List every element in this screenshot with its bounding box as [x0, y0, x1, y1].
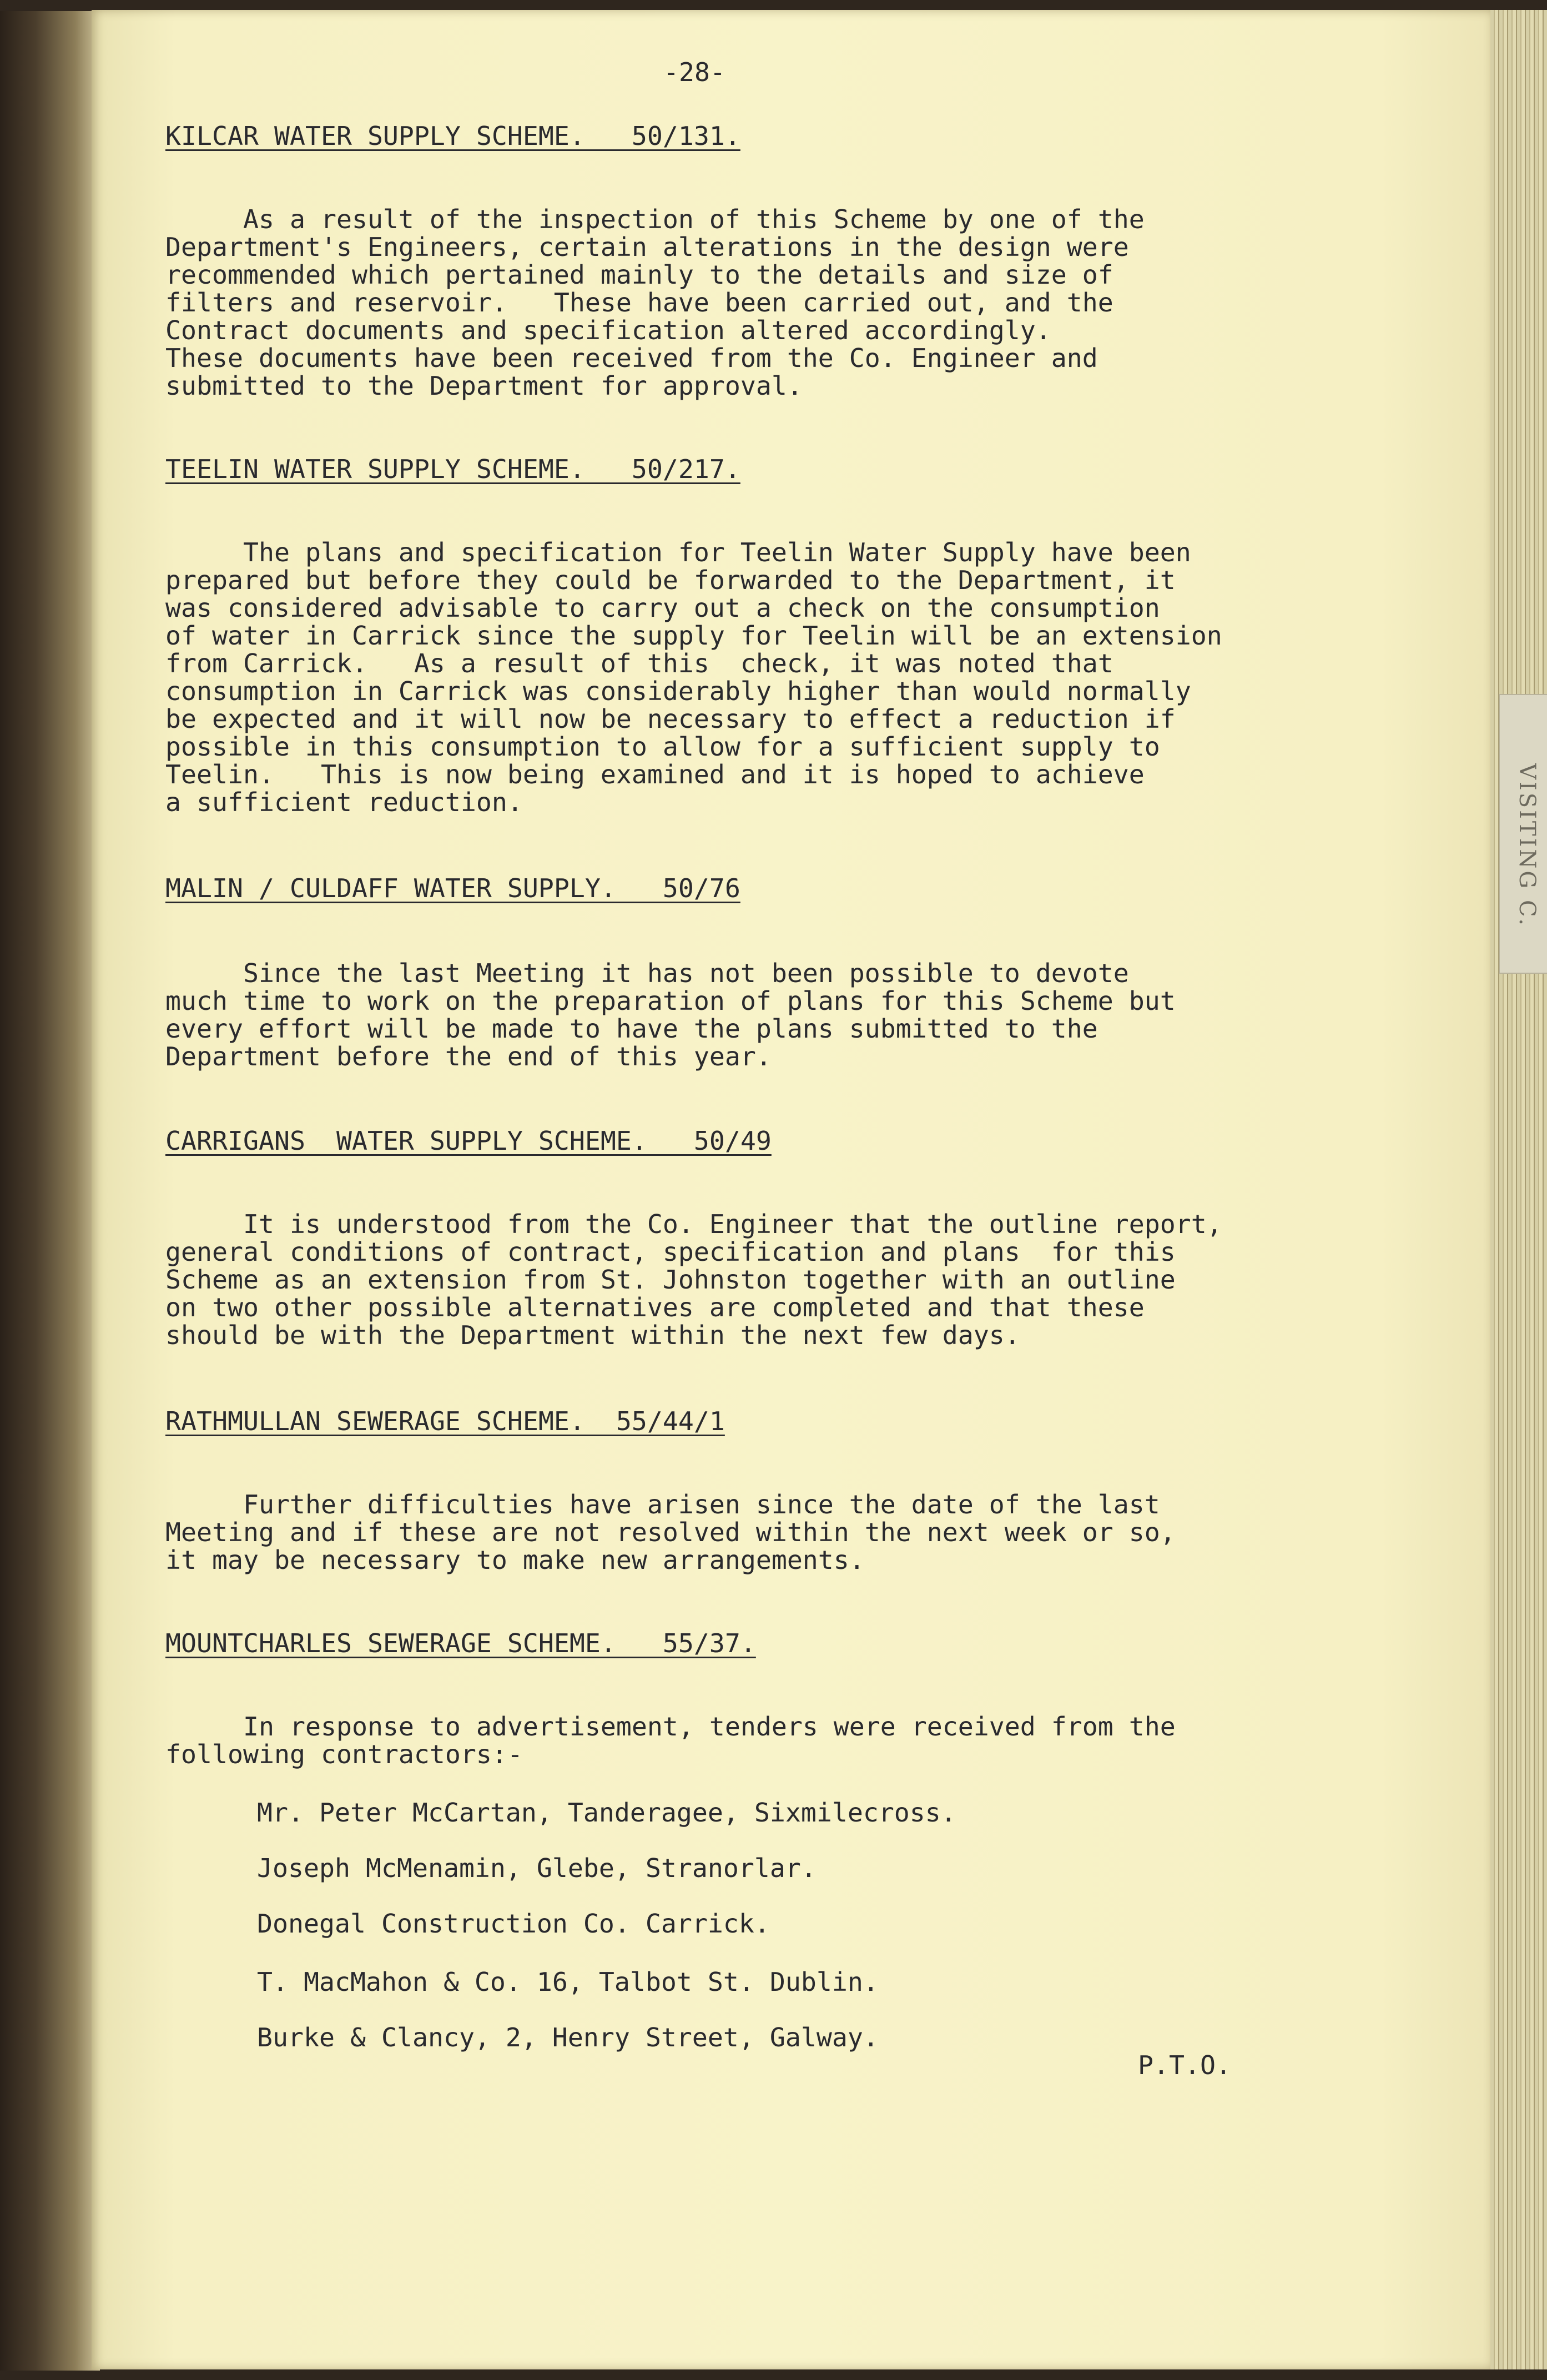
- page-edges: [1490, 10, 1547, 2369]
- section-line: from Carrick. As a result of this check, it was noted that: [165, 648, 1113, 678]
- section-line: possible in this consumption to allow for a sufficient supply to: [165, 732, 1160, 762]
- section-heading-mountcharles: MOUNTCHARLES SEWERAGE SCHEME. 55/37.: [165, 1628, 756, 1658]
- section-line: prepared but before they could be forwarded to the Department, it: [165, 565, 1176, 595]
- section-line: The plans and specification for Teelin Water Supply have been: [165, 537, 1191, 567]
- section-line: consumption in Carrick was considerably higher than would normally: [165, 676, 1191, 706]
- please-turn-over: P.T.O.: [1138, 2050, 1231, 2080]
- book-gutter: [0, 11, 100, 2371]
- contractor-item: Joseph McMenamin, Glebe, Stranorlar.: [257, 1853, 817, 1883]
- section-line: recommended which pertained mainly to the details and size of: [165, 260, 1113, 290]
- section-line: filters and reservoir. These have been carried out, and the: [165, 288, 1113, 318]
- section-line: on two other possible alternatives are completed and that these: [165, 1292, 1145, 1322]
- section-line: Further difficulties have arisen since the date of the last: [165, 1490, 1160, 1519]
- section-line: It is understood from the Co. Engineer that the outline report,: [165, 1209, 1222, 1239]
- section-line: Scheme as an extension from St. Johnston together with an outline: [165, 1265, 1176, 1295]
- contractor-item: Donegal Construction Co. Carrick.: [257, 1909, 770, 1939]
- section-line: Contract documents and specification altered accordingly.: [165, 315, 1051, 345]
- contractor-item: Mr. Peter McCartan, Tanderagee, Sixmilecross.: [257, 1798, 956, 1828]
- section-line: was considered advisable to carry out a check on the consumption: [165, 593, 1160, 623]
- section-line: Meeting and if these are not resolved within the next week or so,: [165, 1517, 1176, 1547]
- contractor-item: T. MacMahon & Co. 16, Talbot St. Dublin.: [257, 1967, 879, 1997]
- section-line: submitted to the Department for approval.: [165, 371, 803, 401]
- section-heading-malin-culdaff: MALIN / CULDAFF WATER SUPPLY. 50/76: [165, 873, 740, 903]
- section-line: Department's Engineers, certain alterations in the design were: [165, 232, 1129, 262]
- section-line: Since the last Meeting it has not been possible to devote: [165, 958, 1129, 988]
- section-line: be expected and it will now be necessary to effect a reduction if: [165, 704, 1176, 734]
- section-line: general conditions of contract, specification and plans for this: [165, 1237, 1176, 1267]
- section-heading-carrigans: CARRIGANS WATER SUPPLY SCHEME. 50/49: [165, 1126, 772, 1156]
- section-heading-rathmullan: RATHMULLAN SEWERAGE SCHEME. 55/44/1: [165, 1406, 725, 1436]
- section-line: In response to advertisement, tenders were received from the: [165, 1712, 1176, 1742]
- section-line: it may be necessary to make new arrangements.: [165, 1545, 865, 1575]
- section-line: a sufficient reduction.: [165, 787, 523, 817]
- section-line: Department before the end of this year.: [165, 1041, 772, 1071]
- section-line: As a result of the inspection of this Scheme by one of the: [165, 204, 1145, 234]
- section-heading-teelin: TEELIN WATER SUPPLY SCHEME. 50/217.: [165, 454, 740, 484]
- page-number: -28-: [663, 57, 725, 87]
- section-line: following contractors:-: [165, 1739, 523, 1769]
- section-heading-kilcar: KILCAR WATER SUPPLY SCHEME. 50/131.: [165, 121, 740, 151]
- contractor-item: Burke & Clancy, 2, Henry Street, Galway.: [257, 2022, 879, 2052]
- section-line: of water in Carrick since the supply for Teelin will be an extension: [165, 621, 1222, 651]
- section-line: much time to work on the preparation of plans for this Scheme but: [165, 986, 1176, 1016]
- section-line: every effort will be made to have the plans submitted to the: [165, 1014, 1098, 1044]
- section-line: These documents have been received from the Co. Engineer and: [165, 343, 1098, 373]
- section-line: should be with the Department within the next few days.: [165, 1320, 1020, 1350]
- section-line: Teelin. This is now being examined and it is hoped to achieve: [165, 759, 1145, 789]
- index-tab-label: VISITING C.: [1514, 763, 1540, 928]
